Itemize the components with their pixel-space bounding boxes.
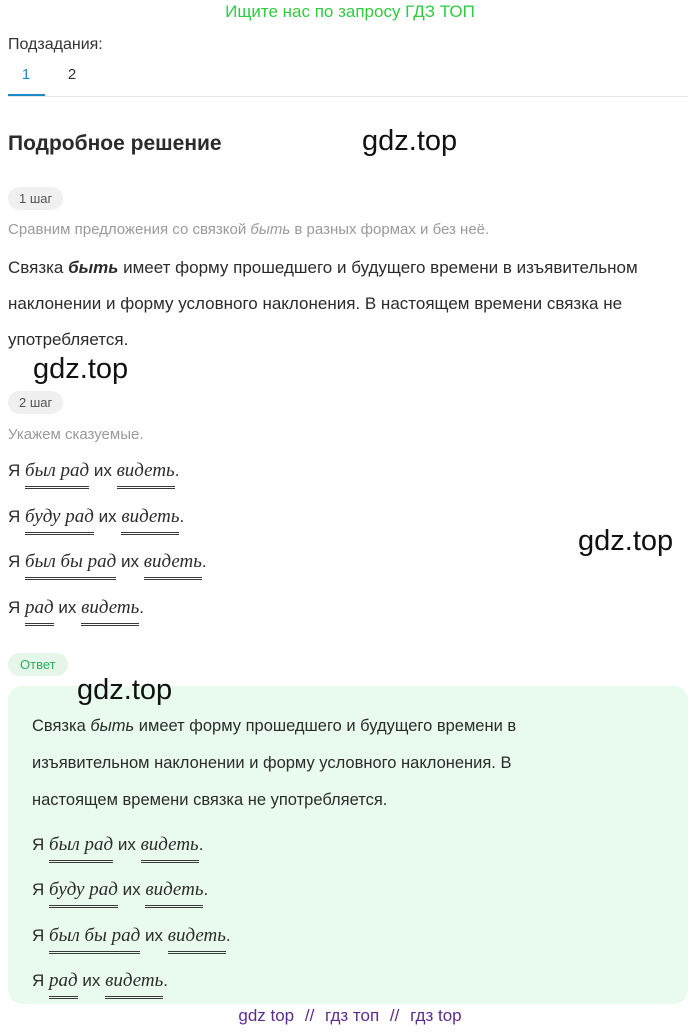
step-2-hint: Укажем сказуемые. <box>8 426 144 443</box>
predicate: видеть <box>121 505 179 535</box>
predicate: был рад <box>25 459 89 489</box>
predicate: был бы рад <box>49 924 140 954</box>
footer-link[interactable]: гдз top <box>410 1006 462 1025</box>
step-1-text: Связка быть имеет форму прошедшего и будущего времени в изъявительном наклонении и форму условного наклонения. В настоящем времени связка не употребляется. <box>8 258 638 349</box>
section-title: Подробное решение <box>8 132 222 155</box>
predicate: видеть <box>117 459 175 489</box>
predicate: видеть <box>144 550 202 580</box>
sentence-3: Я был бы рад их видеть. <box>8 550 207 580</box>
predicate: буду рад <box>25 505 94 535</box>
footer-link[interactable]: gdz top <box>238 1006 295 1025</box>
search-banner: Ищите нас по запросу ГДЗ ТОП <box>225 2 475 21</box>
predicate: рад <box>25 596 54 626</box>
footer-separator: // <box>304 1006 315 1025</box>
watermark: gdz.top <box>362 125 458 157</box>
sentence-1: Я был рад их видеть. <box>8 459 179 489</box>
predicate: видеть <box>145 878 203 908</box>
answer-sentence-2: Я буду рад их видеть. <box>32 878 208 908</box>
sentence-2: Я буду рад их видеть. <box>8 505 184 535</box>
watermark: gdz.top <box>578 525 674 557</box>
answer-sentence-3: Я был бы рад их видеть. <box>32 924 231 954</box>
answer-sentence-1: Я был рад их видеть. <box>32 833 203 863</box>
footer-link[interactable]: гдз топ <box>325 1006 380 1025</box>
predicate: рад <box>49 969 78 999</box>
active-tab-indicator <box>8 94 45 96</box>
answer-badge: Ответ <box>8 653 68 676</box>
predicate: был рад <box>49 833 113 863</box>
predicate: видеть <box>81 596 139 626</box>
predicate: был бы рад <box>25 550 116 580</box>
answer-sentence-4: Я рад их видеть. <box>32 969 168 999</box>
tab-subtask-1[interactable]: 1 <box>21 66 31 83</box>
tab-subtask-2[interactable]: 2 <box>67 66 77 83</box>
predicate: видеть <box>105 969 163 999</box>
predicate: видеть <box>168 924 226 954</box>
step-1-badge: 1 шаг <box>8 187 63 210</box>
sentence-4: Я рад их видеть. <box>8 596 144 626</box>
footer-links <box>0 1006 700 1026</box>
step-1-hint: Сравним предложения со связкой быть в разных формах и без неё. <box>8 221 490 238</box>
footer-separator: // <box>389 1006 400 1025</box>
watermark: gdz.top <box>33 353 129 385</box>
answer-text: Связка быть имеет форму прошедшего и будущего времени в изъявительном наклонении и форму условного наклонения. В настоящем времени связка не употребляется. <box>32 717 517 809</box>
predicate: буду рад <box>49 878 118 908</box>
predicate: видеть <box>141 833 199 863</box>
watermark: gdz.top <box>77 674 173 706</box>
subtasks-label: Подзадания: <box>8 36 103 53</box>
step-2-badge: 2 шаг <box>8 391 63 414</box>
tabs-divider <box>8 96 688 97</box>
